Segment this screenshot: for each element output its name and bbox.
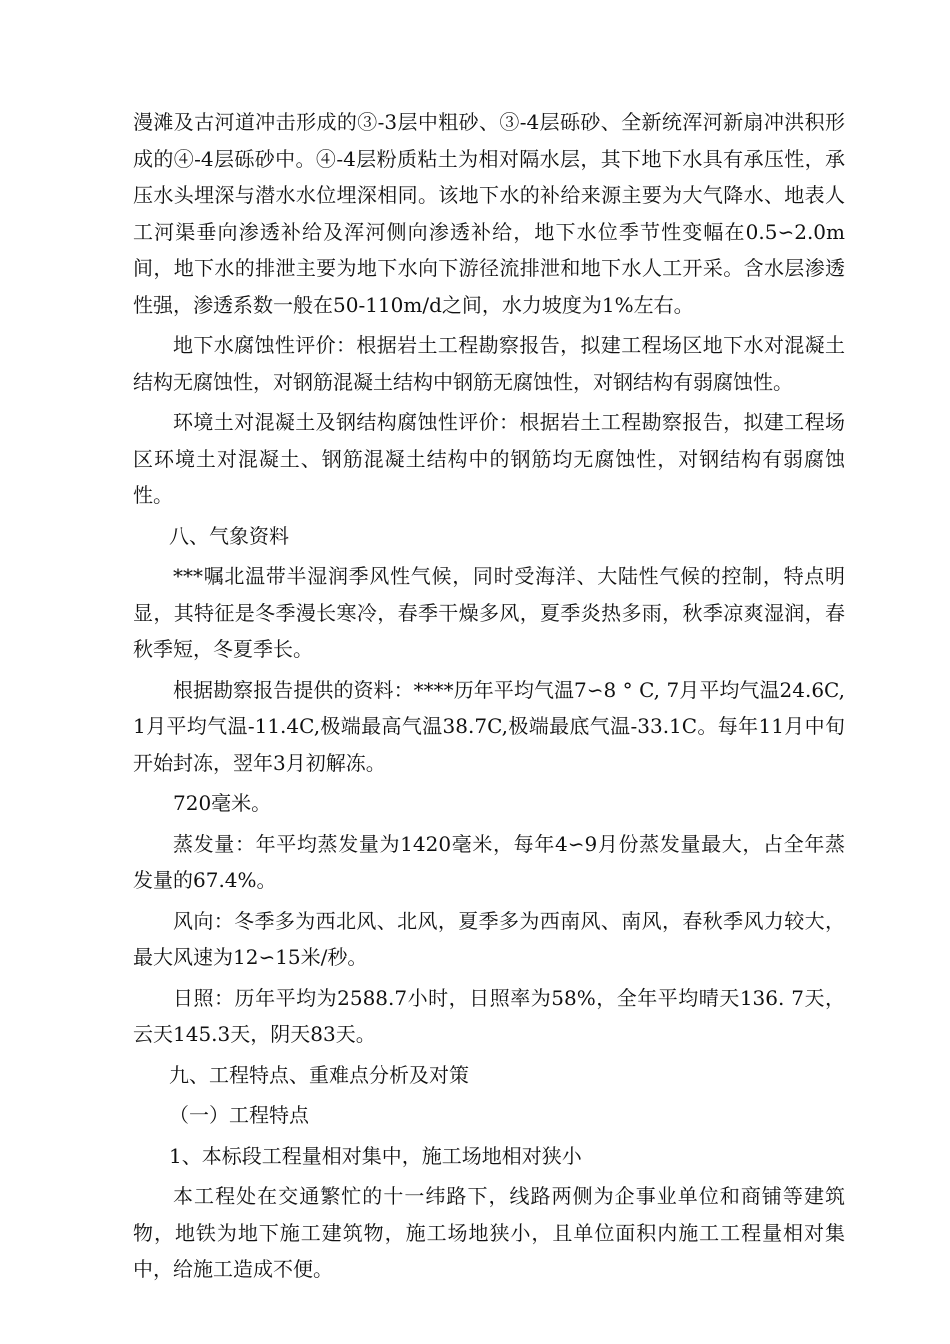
subsection-heading-features: （一）工程特点 xyxy=(169,1103,309,1127)
document-body xyxy=(133,104,845,1288)
paragraph-temperature: 根据勘察报告提供的资料：****历年平均气温7∽8 ° C, 7月平均气温24.6C, 1月平均气温-11.4C,极端最高气温38.7C,极端最底气温-33.1C。每年11月中旬开始封冻，翌年3月初解冻。 xyxy=(133,677,845,775)
paragraph-groundwater-continued: 漫滩及古河道冲击形成的③-3层中粗砂、③-4层砾砂、全新统浑河新扇冲洪积形成的④-4层砾砂中。④-4层粉质粘土为相对隔水层，其下地下水具有承压性，承压水头埋深与潜水水位埋深相同。该地下水的补给来源主要为大气降水、地表人工河渠垂向渗透补给及浑河侧向渗透补给，地下水位季节性变幅在0.5∽2.0m间，地下水的排泄主要为地下水向下游径流排泄和地下水人工开采。含水层渗透性强，渗透系数一般在50-110m/d之间，水力坡度为1%左右。 xyxy=(133,110,845,317)
paragraph-sunshine: 日照：历年平均为2588.7小时，日照率为58%，全年平均晴天136. 7天，云天145.3天，阴天83天。 xyxy=(133,985,845,1046)
paragraph-groundwater-corrosion: 地下水腐蚀性评价：根据岩土工程勘察报告，拟建工程场区地下水对混凝土结构无腐蚀性，对钢筋混凝土结构中钢筋无腐蚀性，对钢结构有弱腐蚀性。 xyxy=(133,333,845,394)
paragraph-precipitation: 720毫米。 xyxy=(173,791,272,815)
paragraph-evaporation: 蒸发量：年平均蒸发量为1420毫米，每年4∽9月份蒸发量最大，占全年蒸发量的67.4%。 xyxy=(133,831,845,892)
paragraph-soil-corrosion: 环境土对混凝土及钢结构腐蚀性评价：根据岩土工程勘察报告，拟建工程场区环境土对混凝土、钢筋混凝土结构中的钢筋均无腐蚀性，对钢结构有弱腐蚀性。 xyxy=(133,410,845,507)
section-heading-meteorology: 八、气象资料 xyxy=(169,523,289,548)
paragraph-climate: ***嘱北温带半湿润季风性气候，同时受海洋、大陆性气候的控制，特点明显，其特征是冬季漫长寒冷，春季干燥多风，夏季炎热多雨，秋季凉爽湿润，春秋季短，冬夏季长。 xyxy=(133,564,845,661)
section-heading-features: 九、工程特点、重难点分析及对策 xyxy=(169,1062,469,1087)
paragraph-wind: 风向：冬季多为西北风、北风，夏季多为西南风、南风，春秋季风力较大，最大风速为12∽15米/秒。 xyxy=(133,908,845,969)
item-heading-workload: 1、本标段工程量相对集中，施工场地相对狭小 xyxy=(169,1143,582,1168)
paragraph-site-constraints: 本工程处在交通繁忙的十一纬路下，线路两侧为企事业单位和商铺等建筑物，地铁为地下施工建筑物，施工场地狭小，且单位面积内施工工程量相对集中，给施工造成不便。 xyxy=(133,1184,845,1281)
